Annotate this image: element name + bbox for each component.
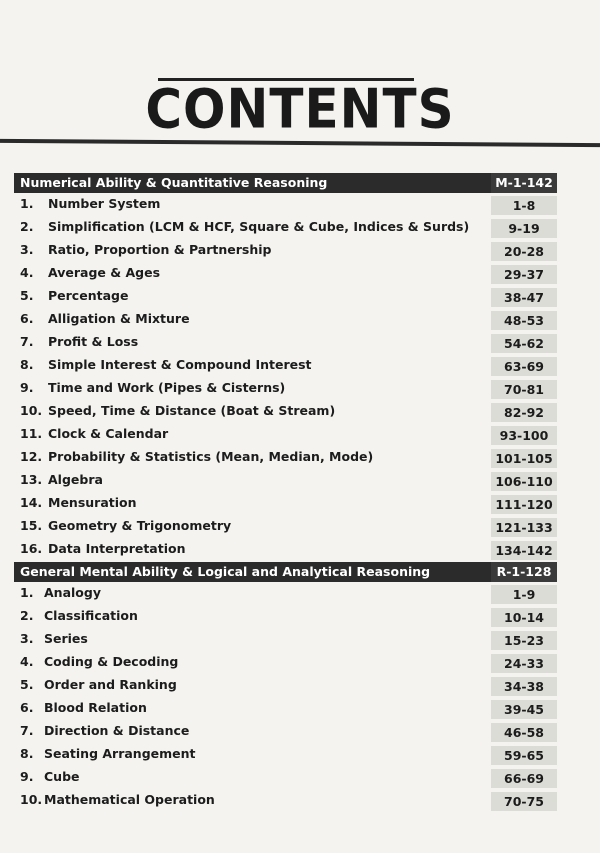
chapter-pages: 9-19 (491, 219, 557, 238)
chapter-row (14, 354, 557, 377)
chapter-topic: Order and Ranking (44, 677, 177, 692)
chapter-topic: Probability & Statistics (Mean, Median, Mode) (48, 449, 374, 464)
chapter-topic: Seating Arrangement (44, 746, 196, 761)
chapter-number: 13. (20, 472, 43, 487)
chapter-topic: Classification (44, 608, 138, 623)
chapter-row (14, 789, 557, 812)
chapter-topic: Clock & Calendar (48, 426, 169, 441)
chapter-row (14, 308, 557, 331)
chapter-list (14, 582, 557, 812)
chapter-row (14, 720, 557, 743)
chapter-topic: Percentage (48, 288, 129, 303)
chapter-pages: 24-33 (491, 654, 557, 673)
chapter-topic: Number System (48, 196, 161, 211)
chapter-row (14, 743, 557, 766)
chapter-pages: 82-92 (491, 403, 557, 422)
chapter-list (14, 193, 557, 561)
chapter-row (14, 605, 557, 628)
chapter-row (14, 628, 557, 651)
chapter-number: 5. (20, 677, 34, 692)
chapter-pages: 48-53 (491, 311, 557, 330)
chapter-pages: 39-45 (491, 700, 557, 719)
chapter-number: 16. (20, 541, 43, 556)
chapter-pages: 54-62 (491, 334, 557, 353)
chapter-row (14, 193, 557, 216)
chapter-pages: 59-65 (491, 746, 557, 765)
section-page-range: R-1-128 (491, 562, 557, 582)
section-header (14, 562, 557, 582)
chapter-topic: Direction & Distance (44, 723, 190, 738)
chapter-pages: 70-81 (491, 380, 557, 399)
chapter-number: 5. (20, 288, 34, 303)
chapter-pages: 106-110 (491, 472, 557, 491)
chapter-number: 7. (20, 723, 34, 738)
chapter-number: 2. (20, 608, 34, 623)
chapter-topic: Simplification (LCM & HCF, Square & Cube, Indices & Surds) (48, 219, 470, 234)
chapter-number: 9. (20, 380, 34, 395)
chapter-pages: 34-38 (491, 677, 557, 696)
chapter-topic: Coding & Decoding (44, 654, 179, 669)
chapter-row (14, 515, 557, 538)
chapter-topic: Series (44, 631, 88, 646)
chapter-topic: Speed, Time & Distance (Boat & Stream) (48, 403, 336, 418)
chapter-pages: 101-105 (491, 449, 557, 468)
chapter-pages: 29-37 (491, 265, 557, 284)
chapter-row (14, 262, 557, 285)
chapter-row (14, 377, 557, 400)
chapter-row (14, 285, 557, 308)
chapter-number: 10. (20, 792, 43, 807)
chapter-number: 4. (20, 654, 34, 669)
chapter-topic: Algebra (48, 472, 103, 487)
chapter-row (14, 400, 557, 423)
chapter-number: 4. (20, 265, 34, 280)
chapter-pages: 1-8 (491, 196, 557, 215)
chapter-number: 8. (20, 746, 34, 761)
chapter-topic: Profit & Loss (48, 334, 139, 349)
section-quantitative (14, 173, 557, 561)
chapter-number: 10. (20, 403, 43, 418)
chapter-pages: 20-28 (491, 242, 557, 261)
chapter-number: 9. (20, 769, 34, 784)
chapter-pages: 38-47 (491, 288, 557, 307)
chapter-topic: Time and Work (Pipes & Cisterns) (48, 380, 286, 395)
chapter-number: 12. (20, 449, 43, 464)
chapter-pages: 46-58 (491, 723, 557, 742)
chapter-pages: 10-14 (491, 608, 557, 627)
chapter-topic: Geometry & Trigonometry (48, 518, 232, 533)
chapter-number: 8. (20, 357, 34, 372)
chapter-number: 2. (20, 219, 34, 234)
chapter-number: 7. (20, 334, 34, 349)
chapter-pages: 121-133 (491, 518, 557, 537)
chapter-row (14, 651, 557, 674)
page-title: CONTENTS (145, 77, 455, 141)
section-reasoning (14, 562, 557, 812)
chapter-topic: Cube (44, 769, 80, 784)
chapter-pages: 134-142 (491, 541, 557, 560)
chapter-topic: Data Interpretation (48, 541, 186, 556)
chapter-topic: Mensuration (48, 495, 137, 510)
chapter-number: 3. (20, 631, 34, 646)
chapter-row (14, 446, 557, 469)
chapter-number: 1. (20, 585, 34, 600)
section-page-range: M-1-142 (491, 173, 557, 193)
chapter-row (14, 216, 557, 239)
chapter-number: 6. (20, 311, 34, 326)
chapter-number: 14. (20, 495, 43, 510)
chapter-number: 11. (20, 426, 43, 441)
chapter-row (14, 239, 557, 262)
chapter-topic: Average & Ages (48, 265, 161, 280)
chapter-pages: 1-9 (491, 585, 557, 604)
chapter-number: 6. (20, 700, 34, 715)
chapter-row (14, 423, 557, 446)
chapter-topic: Blood Relation (44, 700, 147, 715)
chapter-pages: 63-69 (491, 357, 557, 376)
chapter-row (14, 582, 557, 605)
chapter-number: 1. (20, 196, 34, 211)
chapter-number: 15. (20, 518, 43, 533)
chapter-topic: Mathematical Operation (44, 792, 215, 807)
section-header (14, 173, 557, 193)
chapter-topic: Simple Interest & Compound Interest (48, 357, 312, 372)
chapter-pages: 15-23 (491, 631, 557, 650)
chapter-row (14, 492, 557, 515)
chapter-row (14, 469, 557, 492)
section-title: General Mental Ability & Logical and Analytical Reasoning (20, 564, 431, 579)
chapter-topic: Analogy (44, 585, 101, 600)
chapter-pages: 66-69 (491, 769, 557, 788)
chapter-row (14, 674, 557, 697)
chapter-row (14, 538, 557, 561)
chapter-row (14, 697, 557, 720)
chapter-row (14, 766, 557, 789)
chapter-number: 3. (20, 242, 34, 257)
chapter-pages: 111-120 (491, 495, 557, 514)
chapter-topic: Ratio, Proportion & Partnership (48, 242, 272, 257)
chapter-topic: Alligation & Mixture (48, 311, 190, 326)
section-title: Numerical Ability & Quantitative Reasoning (20, 175, 328, 190)
chapter-row (14, 331, 557, 354)
chapter-pages: 70-75 (491, 792, 557, 811)
chapter-pages: 93-100 (491, 426, 557, 445)
